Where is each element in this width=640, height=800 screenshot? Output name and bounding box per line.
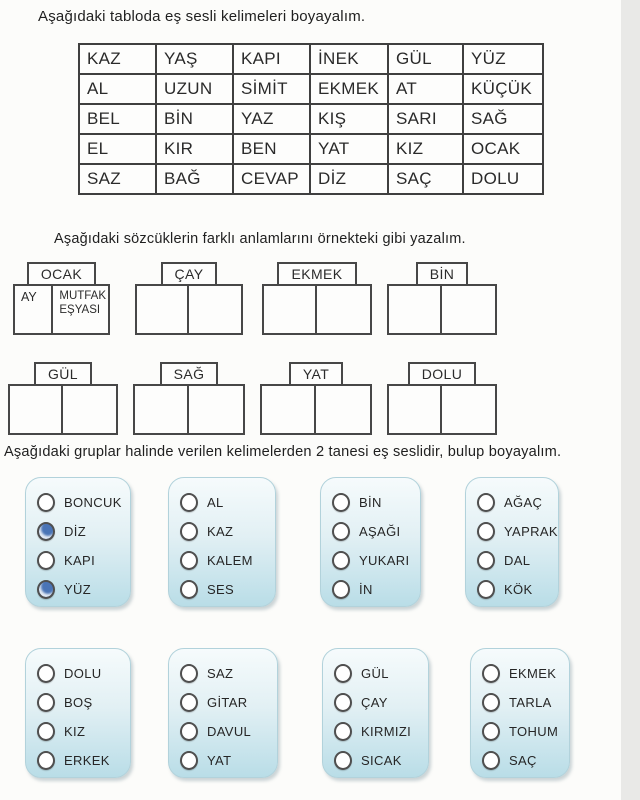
- meaning-box: [387, 284, 497, 335]
- instruction-write-meanings: Aşağıdaki sözcüklerin farklı anlamlarını örnekteki gibi yazalım.: [54, 231, 466, 247]
- word-option-label: DOLU: [64, 666, 102, 681]
- table-row: [79, 44, 543, 74]
- radio-button[interactable]: [37, 664, 55, 683]
- word-cell: SAÇ: [388, 164, 463, 194]
- word-cell: AT: [388, 74, 463, 104]
- word-option[interactable]: [37, 517, 126, 546]
- meaning-box: [260, 384, 372, 435]
- word-option-label: YÜZ: [64, 582, 92, 597]
- meaning-cell-right: [442, 386, 495, 433]
- radio-button[interactable]: [334, 693, 352, 712]
- word-group-card: [322, 648, 429, 778]
- meaning-word-label: BİN: [416, 262, 469, 286]
- word-option-label: SES: [207, 582, 235, 597]
- radio-button[interactable]: [180, 551, 198, 570]
- radio-button[interactable]: [482, 722, 500, 741]
- meaning-word-label: YAT: [289, 362, 343, 386]
- word-option[interactable]: [334, 746, 424, 775]
- radio-button[interactable]: [37, 693, 55, 712]
- word-cell: BEN: [233, 134, 310, 164]
- word-cell: DİZ: [310, 164, 388, 194]
- word-group-card: [25, 648, 131, 778]
- word-option-label: KIZ: [64, 724, 86, 739]
- meaning-word-label: ÇAY: [161, 262, 218, 286]
- word-cell: BEL: [79, 104, 156, 134]
- word-option-label: GÜL: [361, 666, 389, 681]
- meaning-group-gul: [8, 362, 118, 435]
- meaning-group-sag: [133, 362, 245, 435]
- meaning-cell-right: MUTFAK EŞYASI: [59, 290, 106, 317]
- radio-button[interactable]: [334, 751, 352, 770]
- meaning-cell-right: [189, 286, 241, 333]
- word-group-card: [168, 477, 276, 607]
- word-cell: SAĞ: [463, 104, 543, 134]
- word-option[interactable]: [37, 488, 126, 517]
- word-option[interactable]: [482, 688, 565, 717]
- word-option[interactable]: [332, 546, 416, 575]
- word-option[interactable]: [37, 717, 126, 746]
- word-cell: UZUN: [156, 74, 233, 104]
- word-option[interactable]: [482, 717, 565, 746]
- radio-button[interactable]: [482, 664, 500, 683]
- radio-button[interactable]: [37, 493, 55, 512]
- word-group-card: [320, 477, 421, 607]
- homonym-word-table: [78, 43, 544, 195]
- word-option[interactable]: [180, 688, 273, 717]
- radio-button[interactable]: [180, 751, 198, 770]
- radio-button[interactable]: [477, 580, 495, 599]
- radio-button[interactable]: [37, 751, 55, 770]
- table-row: [79, 134, 543, 164]
- word-option-label: YUKARI: [359, 553, 410, 568]
- instruction-find-homonym-pair: Aşağıdaki gruplar halinde verilen kelimelerden 2 tanesi eş seslidir, bulup boyayalım.: [4, 444, 562, 460]
- meaning-cell-left: [135, 386, 189, 433]
- word-cell: KIŞ: [310, 104, 388, 134]
- meaning-box: [8, 384, 118, 435]
- meaning-group-dolu: [387, 362, 497, 435]
- table-row: [79, 104, 543, 134]
- meaning-cell-right: [316, 386, 370, 433]
- word-option[interactable]: [37, 575, 126, 604]
- radio-button[interactable]: [180, 664, 198, 683]
- word-option-label: AL: [207, 495, 224, 510]
- radio-button[interactable]: [477, 551, 495, 570]
- radio-button[interactable]: [37, 580, 55, 599]
- word-option-label: YAPRAK: [504, 524, 558, 539]
- word-option-label: KALEM: [207, 553, 253, 568]
- word-option-label: DAVUL: [207, 724, 252, 739]
- meaning-cell-right: [189, 386, 243, 433]
- word-option-label: BONCUK: [64, 495, 122, 510]
- word-option[interactable]: [37, 688, 126, 717]
- word-option[interactable]: [477, 575, 554, 604]
- word-option[interactable]: [180, 517, 271, 546]
- word-option-label: TOHUM: [509, 724, 559, 739]
- word-option-label: AĞAÇ: [504, 495, 543, 510]
- word-cell: YAT: [310, 134, 388, 164]
- word-cell: EKMEK: [310, 74, 388, 104]
- word-cell: DOLU: [463, 164, 543, 194]
- word-cell: YAŞ: [156, 44, 233, 74]
- radio-button[interactable]: [37, 551, 55, 570]
- meaning-cell-left: [389, 286, 442, 333]
- word-option-label: KIRMIZI: [361, 724, 412, 739]
- word-option-label: SAÇ: [509, 753, 537, 768]
- word-option-label: EKMEK: [509, 666, 557, 681]
- meaning-box: [13, 284, 110, 335]
- meaning-cell-right: [317, 286, 370, 333]
- word-cell: SARI: [388, 104, 463, 134]
- word-cell: EL: [79, 134, 156, 164]
- meaning-cell-left: [264, 286, 317, 333]
- meaning-word-label: SAĞ: [160, 362, 219, 386]
- meaning-group-ekmek: [262, 262, 372, 335]
- word-option-label: KAZ: [207, 524, 234, 539]
- word-option[interactable]: [332, 488, 416, 517]
- word-option[interactable]: [482, 659, 565, 688]
- meaning-group-cay: [135, 262, 243, 335]
- word-group-card: [465, 477, 559, 607]
- word-option[interactable]: [37, 659, 126, 688]
- meaning-group-yat: [260, 362, 372, 435]
- instruction-color-homonyms: Aşağıdaki tabloda eş sesli kelimeleri boyayalım.: [38, 8, 366, 25]
- radio-button[interactable]: [180, 693, 198, 712]
- word-cell: GÜL: [388, 44, 463, 74]
- radio-button[interactable]: [482, 751, 500, 770]
- word-cell: İNEK: [310, 44, 388, 74]
- word-option-label: TARLA: [509, 695, 552, 710]
- meaning-cell-left: [262, 386, 316, 433]
- radio-button[interactable]: [180, 580, 198, 599]
- radio-button[interactable]: [477, 522, 495, 541]
- radio-button[interactable]: [332, 551, 350, 570]
- word-option[interactable]: [180, 575, 271, 604]
- word-option-label: YAT: [207, 753, 232, 768]
- word-option-label: SICAK: [361, 753, 402, 768]
- radio-button[interactable]: [334, 664, 352, 683]
- word-cell: KIZ: [388, 134, 463, 164]
- word-option[interactable]: [334, 717, 424, 746]
- word-option-label: ERKEK: [64, 753, 110, 768]
- word-option-label: BOŞ: [64, 695, 93, 710]
- meaning-group-ocak: [13, 262, 110, 335]
- word-option[interactable]: [180, 659, 273, 688]
- word-option-label: ÇAY: [361, 695, 388, 710]
- meaning-word-label: EKMEK: [277, 262, 356, 286]
- word-group-card: [168, 648, 278, 778]
- word-cell: KÜÇÜK: [463, 74, 543, 104]
- word-group-card: [470, 648, 570, 778]
- word-option[interactable]: [334, 688, 424, 717]
- word-option-label: İN: [359, 582, 373, 597]
- word-option[interactable]: [477, 517, 558, 546]
- word-group-card: [25, 477, 131, 607]
- word-option-label: BİN: [359, 495, 382, 510]
- word-option[interactable]: [180, 488, 271, 517]
- meaning-group-bin: [387, 262, 497, 335]
- meaning-cell-left: AY: [15, 286, 53, 333]
- radio-button[interactable]: [482, 693, 500, 712]
- meaning-cell-left: [389, 386, 442, 433]
- word-cell: AL: [79, 74, 156, 104]
- radio-button[interactable]: [334, 722, 352, 741]
- word-option-label: SAZ: [207, 666, 234, 681]
- meaning-cell-left: [137, 286, 189, 333]
- word-cell: OCAK: [463, 134, 543, 164]
- meaning-box: [262, 284, 372, 335]
- word-option[interactable]: [180, 546, 271, 575]
- radio-button[interactable]: [180, 493, 198, 512]
- word-option-label: KÖK: [504, 582, 533, 597]
- meaning-cell-right: [442, 286, 495, 333]
- word-cell: KIR: [156, 134, 233, 164]
- word-option[interactable]: [332, 575, 416, 604]
- meaning-word-label: DOLU: [408, 362, 477, 386]
- word-cell: SİMİT: [233, 74, 310, 104]
- word-option-label: DAL: [504, 553, 531, 568]
- radio-button[interactable]: [332, 493, 350, 512]
- word-option[interactable]: [37, 746, 126, 775]
- word-option[interactable]: [477, 546, 554, 575]
- meaning-cell-right: [63, 386, 116, 433]
- radio-button[interactable]: [332, 580, 350, 599]
- word-option-label: KAPI: [64, 553, 96, 568]
- word-cell: YAZ: [233, 104, 310, 134]
- table-row: [79, 164, 543, 194]
- meaning-word-label: GÜL: [34, 362, 92, 386]
- word-option[interactable]: [332, 517, 416, 546]
- word-cell: YÜZ: [463, 44, 543, 74]
- word-cell: BAĞ: [156, 164, 233, 194]
- word-option[interactable]: [180, 717, 273, 746]
- radio-button[interactable]: [37, 522, 55, 541]
- word-cell: BİN: [156, 104, 233, 134]
- word-option-label: GİTAR: [207, 695, 248, 710]
- word-cell: CEVAP: [233, 164, 310, 194]
- word-option-label: AŞAĞI: [359, 524, 401, 539]
- word-cell: KAPI: [233, 44, 310, 74]
- word-option-label: DİZ: [64, 524, 86, 539]
- meaning-box: [135, 284, 243, 335]
- word-option[interactable]: [37, 546, 126, 575]
- word-cell: KAZ: [79, 44, 156, 74]
- word-option[interactable]: [482, 746, 565, 775]
- meaning-cell-left: [10, 386, 63, 433]
- word-cell: SAZ: [79, 164, 156, 194]
- meaning-word-label: OCAK: [27, 262, 96, 286]
- word-option[interactable]: [334, 659, 424, 688]
- radio-button[interactable]: [180, 722, 198, 741]
- table-row: [79, 74, 543, 104]
- radio-button[interactable]: [332, 522, 350, 541]
- radio-button[interactable]: [180, 522, 198, 541]
- meaning-box: [133, 384, 245, 435]
- radio-button[interactable]: [37, 722, 55, 741]
- word-option[interactable]: [477, 488, 554, 517]
- word-option[interactable]: [180, 746, 273, 775]
- meaning-box: [387, 384, 497, 435]
- page-edge-strip: [621, 0, 640, 800]
- radio-button[interactable]: [477, 493, 495, 512]
